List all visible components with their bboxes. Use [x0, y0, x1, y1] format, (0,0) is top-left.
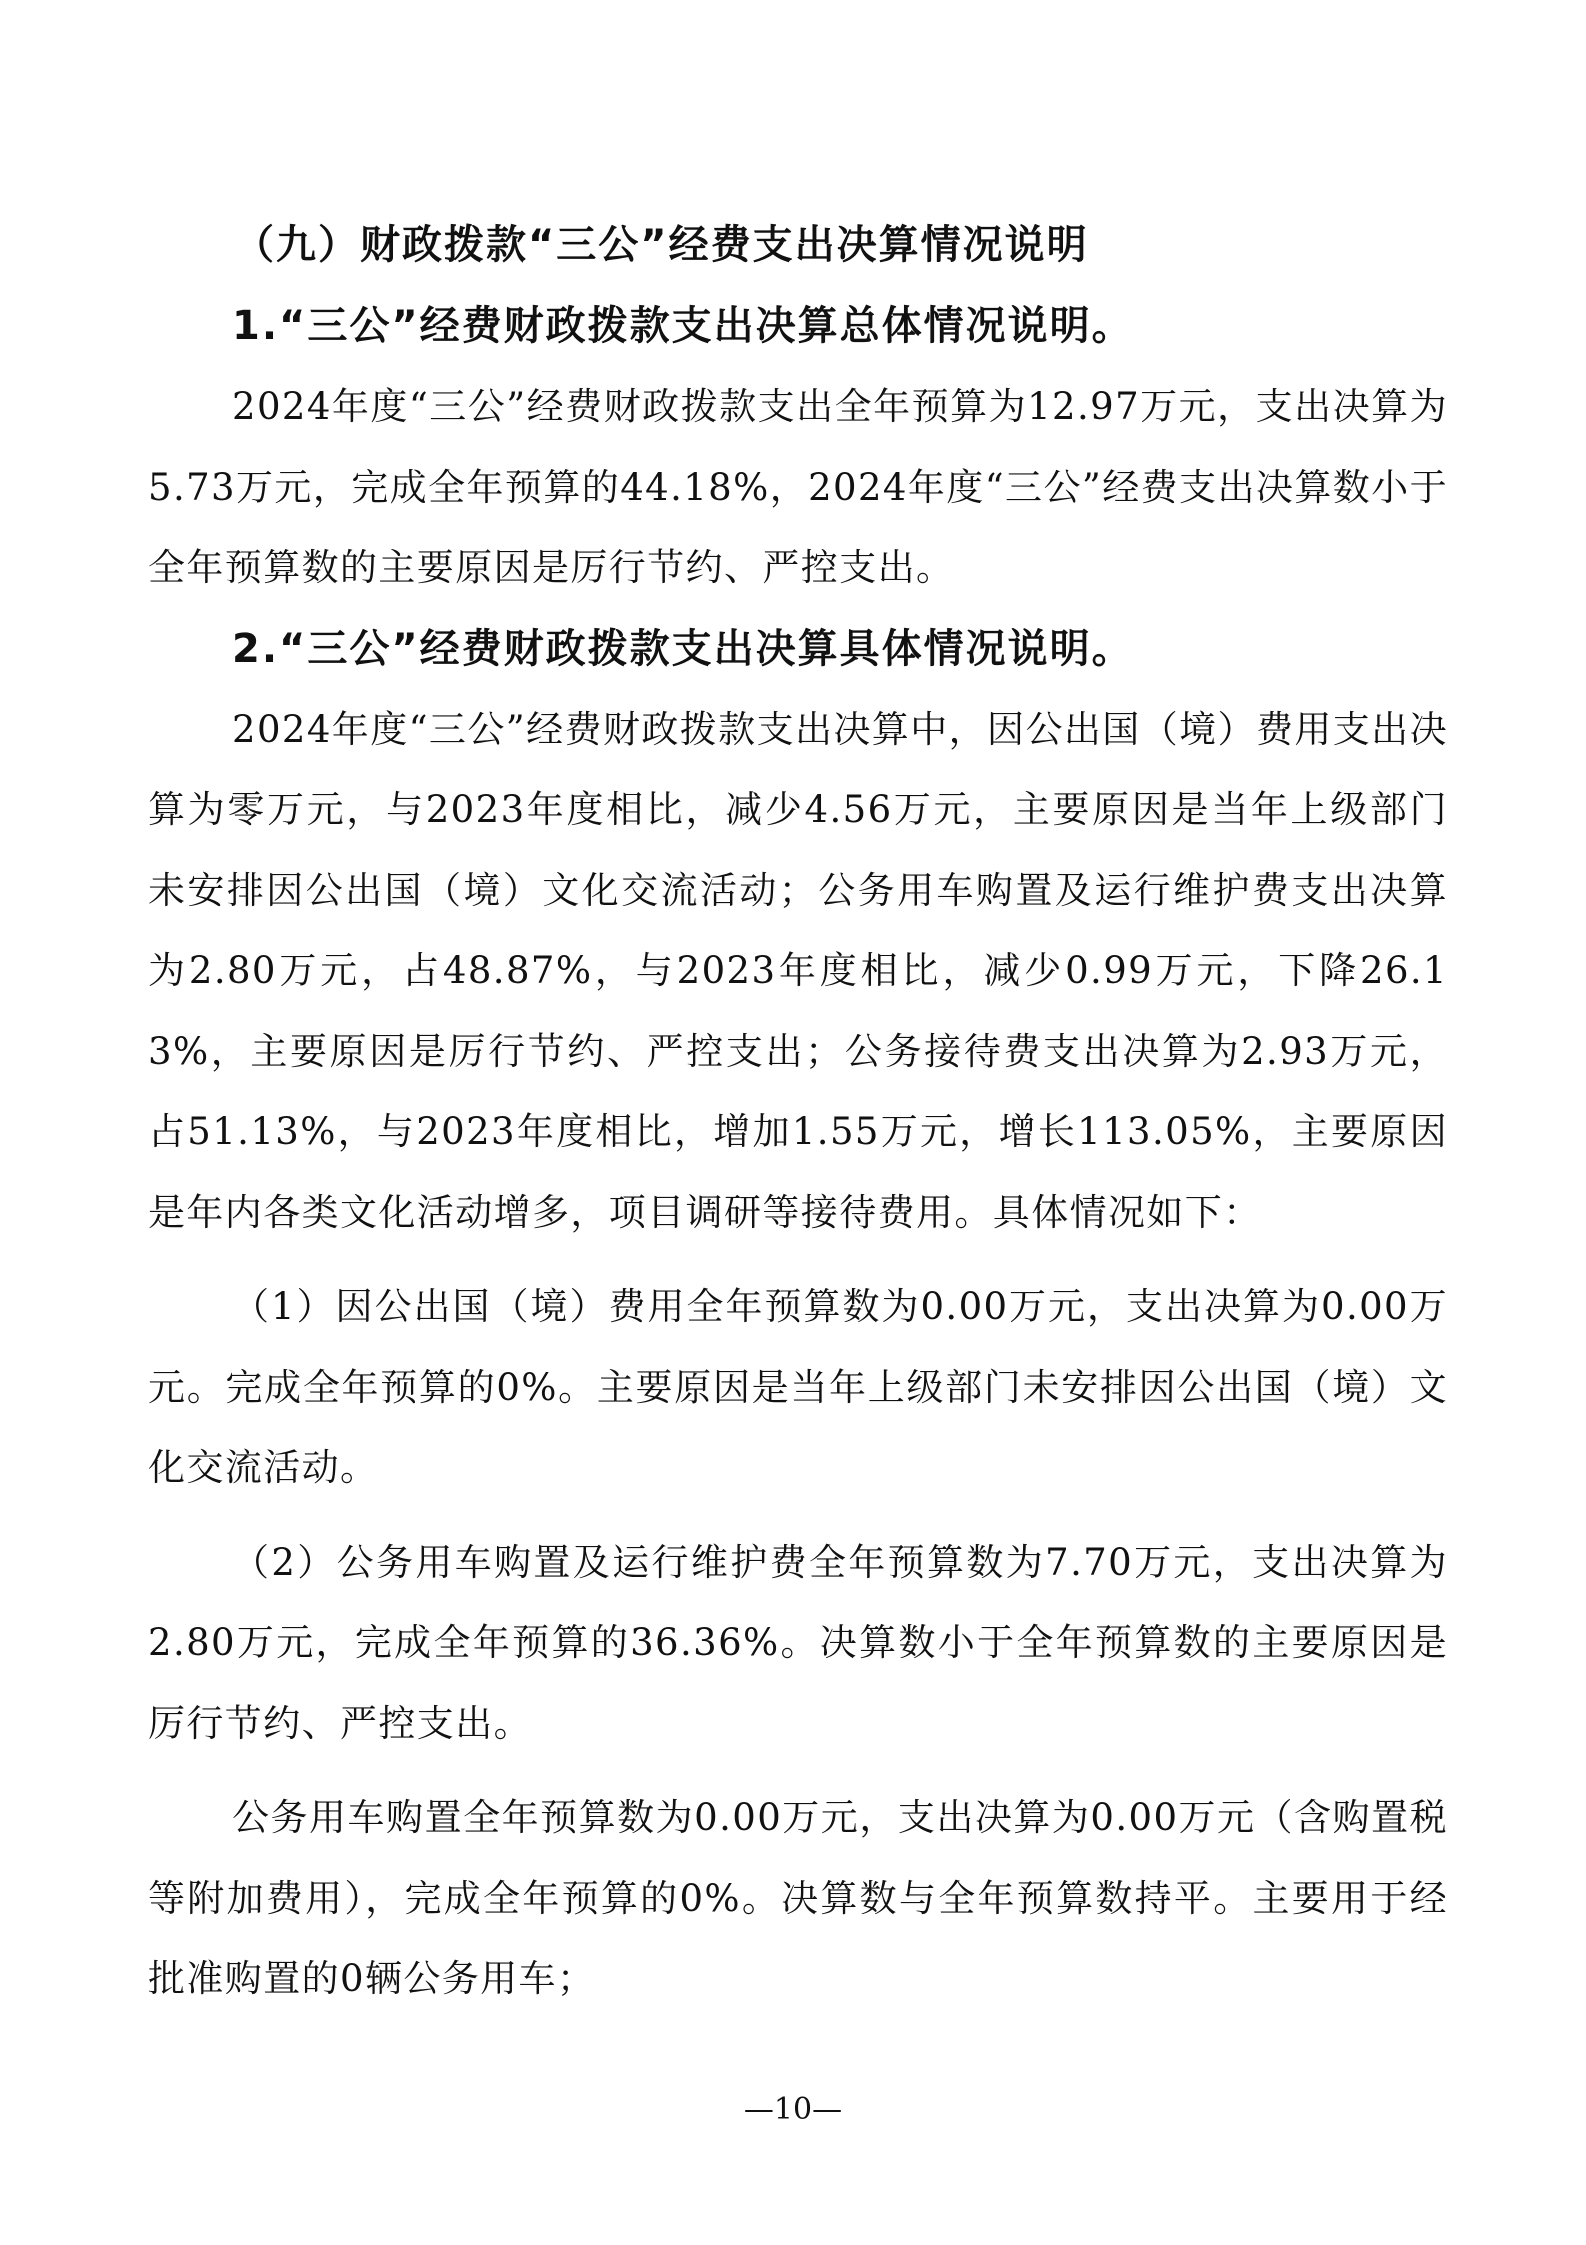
section-title: （九）财政拨款“三公”经费支出决算情况说明: [234, 222, 1089, 268]
subsection-heading-2: 2.“三公”经费财政拨款支出决算具体情况说明。: [232, 625, 1134, 672]
paragraph-detail-summary: 2024年度“三公”经费财政拨款支出决算中，因公出国（境）费用支出决算为零万元，与2023年度相比，减少4.56万元，主要原因是当年上级部门未安排因公出国（境）文化交流活动；公务用车购置及运行维护费支出决算为2.80万元，占48.87%，与2023年度相比，减少0.99万元，下降26.13%，主要原因是厉行节约、严控支出；公务接待费支出决算为2.93万元，占51.13%，与2023年度相比，增加1.55万元，增长113.05%，主要原因是年内各类文化活动增多，项目调研等接待费用。具体情况如下：: [148, 707, 1448, 1234]
document-body: [148, 205, 1448, 2020]
paragraph-vehicle-costs: （2）公务用车购置及运行维护费全年预算数为7.70万元，支出决算为2.80万元，完成全年预算的36.36%。决算数小于全年预算数的主要原因是厉行节约、严控支出。: [148, 1540, 1448, 1745]
subsection-heading-1: 1.“三公”经费财政拨款支出决算总体情况说明。: [232, 303, 1134, 349]
paragraph-vehicle-purchase: 公务用车购置全年预算数为0.00万元，支出决算为0.00万元（含购置税等附加费用），完成全年预算的0%。决算数与全年预算数持平。主要用于经批准购置的0辆公务用车；: [148, 1796, 1448, 2000]
page-number: —10—: [743, 2092, 843, 2127]
paragraph-overseas-travel: （1）因公出国（境）费用全年预算数为0.00万元，支出决算为0.00万元。完成全年预算的0%。主要原因是当年上级部门未安排因公出国（境）文化交流活动。: [148, 1285, 1448, 1489]
paragraph-overall-summary: 2024年度“三公”经费财政拨款支出全年预算为12.97万元，支出决算为5.73万元，完成全年预算的44.18%，2024年度“三公”经费支出决算数小于全年预算数的主要原因是厉行节约、严控支出。: [148, 385, 1448, 589]
